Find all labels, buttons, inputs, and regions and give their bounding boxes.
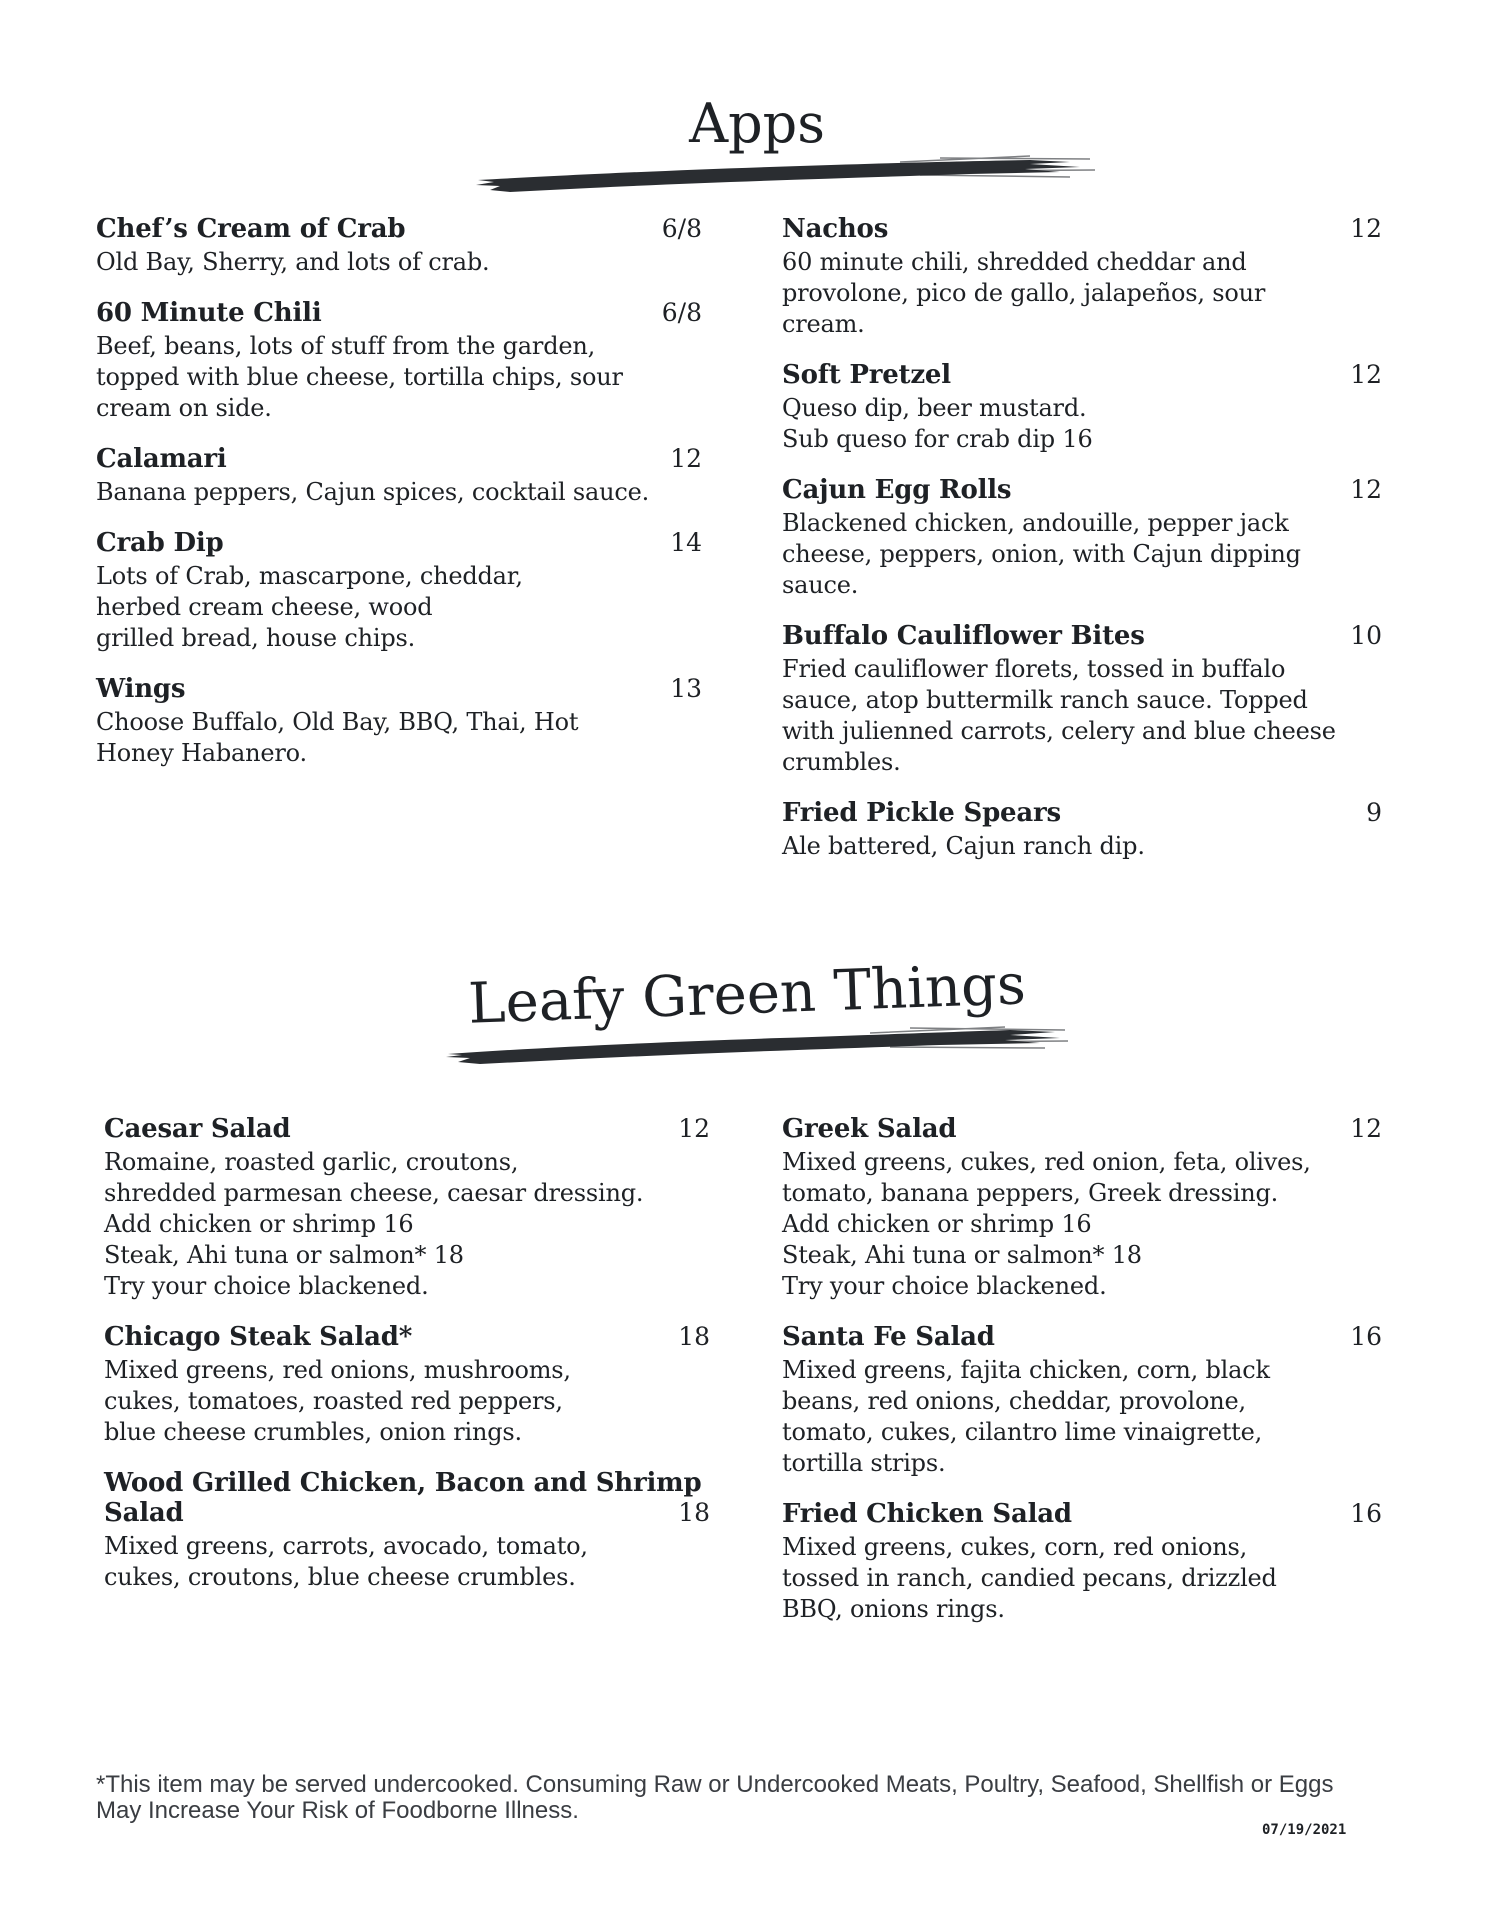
description-line: tortilla strips. — [782, 1449, 946, 1477]
description-line: sauce, atop buttermilk ranch sauce. Topped — [782, 686, 1308, 714]
menu-item — [782, 360, 1382, 455]
item-name-continued: Salad — [104, 1498, 184, 1528]
description-line: crumbles. — [782, 748, 901, 776]
description-line: grilled bread, house chips. — [96, 624, 416, 652]
item-price: 12 — [670, 444, 702, 473]
item-description — [782, 393, 1382, 455]
item-price: 12 — [1350, 475, 1382, 504]
description-line: beans, red onions, cheddar, provolone, — [782, 1387, 1246, 1415]
apps-section-title: Apps — [689, 92, 825, 155]
item-description — [96, 561, 702, 654]
description-line: Mixed greens, cukes, red onion, feta, olives, — [782, 1148, 1311, 1176]
description-line: with julienned carrots, celery and blue cheese — [782, 717, 1336, 745]
item-description — [96, 331, 702, 424]
description-line: cukes, croutons, blue cheese crumbles. — [104, 1563, 576, 1591]
description-line: Mixed greens, fajita chicken, corn, black — [782, 1356, 1270, 1384]
item-name: Wood Grilled Chicken, Bacon and Shrimp — [104, 1468, 702, 1498]
apps-left-column — [96, 214, 702, 789]
menu-item — [96, 298, 702, 424]
description-line: cheese, peppers, onion, with Cajun dipping — [782, 540, 1301, 568]
item-description — [782, 1147, 1382, 1302]
item-price: 6/8 — [661, 298, 702, 327]
item-price: 10 — [1350, 621, 1382, 650]
item-price: 12 — [1350, 1114, 1382, 1143]
item-description — [782, 1355, 1382, 1479]
description-line: herbed cream cheese, wood — [96, 593, 433, 621]
greens-left-column — [104, 1114, 710, 1613]
item-name: Buffalo Cauliflower Bites — [782, 621, 1145, 651]
description-line: Blackened chicken, andouille, pepper jack — [782, 509, 1289, 537]
item-price: 18 — [678, 1322, 710, 1351]
item-price: 18 — [678, 1498, 710, 1527]
item-name: Caesar Salad — [104, 1114, 291, 1144]
description-line: Fried cauliflower florets, tossed in buffalo — [782, 655, 1286, 683]
item-name: Nachos — [782, 214, 889, 244]
item-description — [96, 477, 702, 508]
item-price: 6/8 — [661, 214, 702, 243]
item-price: 9 — [1366, 798, 1382, 827]
item-name: Fried Pickle Spears — [782, 798, 1061, 828]
description-line: cream. — [782, 310, 865, 338]
item-price: 16 — [1350, 1499, 1382, 1528]
description-line: Old Bay, Sherry, and lots of crab. — [96, 248, 490, 276]
description-line: 60 minute chili, shredded cheddar and — [782, 248, 1247, 276]
apps-brush-stroke-underline — [470, 150, 1100, 198]
description-line: tossed in ranch, candied pecans, drizzled — [782, 1564, 1277, 1592]
menu-item — [782, 1499, 1382, 1625]
greens-brush-stroke-underline — [440, 1018, 1070, 1070]
description-line: Sub queso for crab dip 16 — [782, 425, 1093, 453]
description-line: cukes, tomatoes, roasted red peppers, — [104, 1387, 563, 1415]
description-line: blue cheese crumbles, onion rings. — [104, 1418, 522, 1446]
item-price: 13 — [670, 674, 702, 703]
description-line: Honey Habanero. — [96, 739, 307, 767]
description-line: Romaine, roasted garlic, croutons, — [104, 1148, 519, 1176]
greens-right-column — [782, 1114, 1382, 1645]
description-line: Mixed greens, carrots, avocado, tomato, — [104, 1532, 588, 1560]
description-line: Choose Buffalo, Old Bay, BBQ, Thai, Hot — [96, 708, 579, 736]
item-name: Wings — [96, 674, 186, 704]
item-description — [104, 1147, 710, 1302]
item-description — [782, 508, 1382, 601]
menu-item — [782, 621, 1382, 778]
menu-item — [782, 475, 1382, 601]
item-name: Calamari — [96, 444, 227, 474]
description-line: Steak, Ahi tuna or salmon* 18 — [104, 1241, 464, 1269]
item-name: Santa Fe Salad — [782, 1322, 995, 1352]
item-price: 16 — [1350, 1322, 1382, 1351]
description-line: Banana peppers, Cajun spices, cocktail sauce. — [96, 478, 650, 506]
item-name: Chicago Steak Salad* — [104, 1322, 413, 1352]
description-line: Add chicken or shrimp 16 — [104, 1210, 414, 1238]
menu-item — [96, 528, 702, 654]
description-line: Mixed greens, cukes, corn, red onions, — [782, 1533, 1248, 1561]
item-name: Crab Dip — [96, 528, 224, 558]
item-description — [782, 1532, 1382, 1625]
menu-item — [782, 214, 1382, 340]
description-line: sauce. — [782, 571, 859, 599]
description-line: cream on side. — [96, 394, 272, 422]
item-description — [782, 654, 1382, 778]
description-line: shredded parmesan cheese, caesar dressing. — [104, 1179, 644, 1207]
description-line: Ale battered, Cajun ranch dip. — [782, 832, 1145, 860]
item-name: Soft Pretzel — [782, 360, 951, 390]
menu-item — [782, 798, 1382, 862]
item-name: Fried Chicken Salad — [782, 1499, 1072, 1529]
item-description — [96, 247, 702, 278]
apps-right-column — [782, 214, 1382, 882]
description-line: BBQ, onions rings. — [782, 1595, 1005, 1623]
menu-date: 07/19/2021 — [1262, 1822, 1347, 1838]
description-line: Try your choice blackened. — [782, 1272, 1107, 1300]
menu-item — [782, 1322, 1382, 1479]
description-line: Beef, beans, lots of stuff from the garden, — [96, 332, 596, 360]
description-line: tomato, banana peppers, Greek dressing. — [782, 1179, 1279, 1207]
description-line: Queso dip, beer mustard. — [782, 394, 1087, 422]
item-name: Cajun Egg Rolls — [782, 475, 1012, 505]
menu-item — [104, 1114, 710, 1302]
raw-food-disclaimer — [96, 1772, 1334, 1824]
item-description — [782, 831, 1382, 862]
item-description — [104, 1531, 710, 1593]
menu-item — [104, 1468, 710, 1593]
description-line: Mixed greens, red onions, mushrooms, — [104, 1356, 571, 1384]
description-line: Add chicken or shrimp 16 — [782, 1210, 1092, 1238]
menu-item — [782, 1114, 1382, 1302]
item-price: 12 — [1350, 214, 1382, 243]
menu-item — [96, 444, 702, 508]
item-description — [96, 707, 702, 769]
description-line: tomato, cukes, cilantro lime vinaigrette, — [782, 1418, 1263, 1446]
item-price: 14 — [670, 528, 702, 557]
menu-item — [96, 674, 702, 769]
description-line: Try your choice blackened. — [104, 1272, 429, 1300]
menu-item — [96, 214, 702, 278]
description-line: Lots of Crab, mascarpone, cheddar, — [96, 562, 523, 590]
item-price: 12 — [678, 1114, 710, 1143]
item-name: 60 Minute Chili — [96, 298, 322, 328]
disclaimer-line: May Increase Your Risk of Foodborne Illness. — [96, 1797, 579, 1824]
item-name: Greek Salad — [782, 1114, 957, 1144]
description-line: Steak, Ahi tuna or salmon* 18 — [782, 1241, 1142, 1269]
greens-section-title: Leafy Green Things — [467, 952, 1027, 1037]
description-line: provolone, pico de gallo, jalapeños, sour — [782, 279, 1266, 307]
item-name: Chef’s Cream of Crab — [96, 214, 406, 244]
description-line: topped with blue cheese, tortilla chips, sour — [96, 363, 623, 391]
item-price: 12 — [1350, 360, 1382, 389]
disclaimer-line: *This item may be served undercooked. Consuming Raw or Undercooked Meats, Poultry, Seafood, Shellfish or Eggs — [96, 1771, 1334, 1798]
menu-item — [104, 1322, 710, 1448]
item-description — [782, 247, 1382, 340]
item-description — [104, 1355, 710, 1448]
